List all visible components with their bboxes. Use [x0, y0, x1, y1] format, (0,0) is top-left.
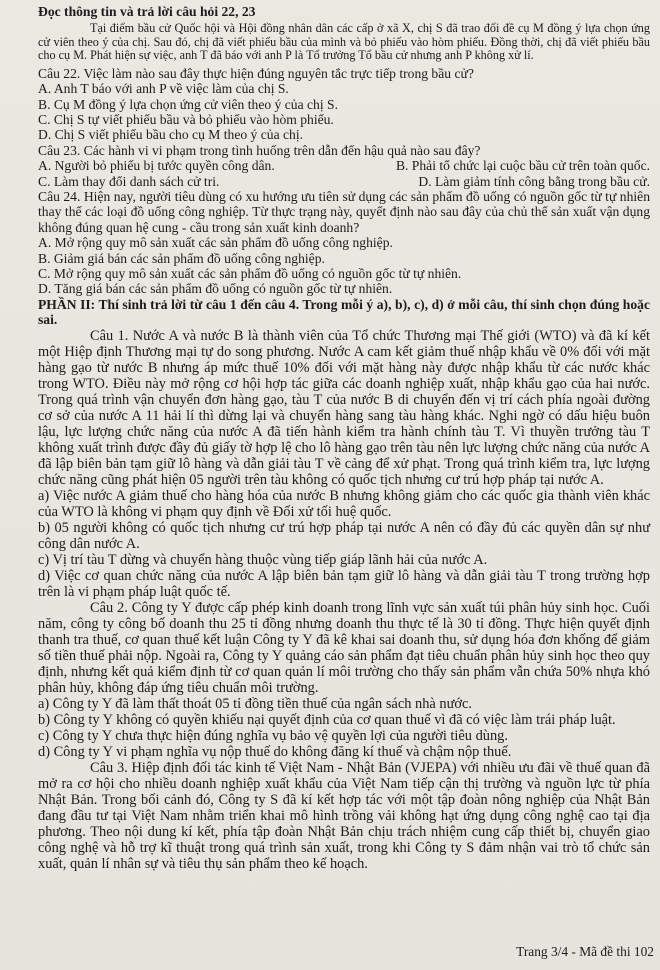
q23-option-b: B. Phải tổ chức lại cuộc bầu cử trên toàn quốc.: [395, 158, 650, 174]
q24-option-d: D. Tăng giá bán các sản phẩm đồ uống có nguồn gốc từ tự nhiên.: [38, 281, 393, 297]
q24-option-b: B. Giảm giá bán các sản phẩm đồ uống công nghiệp.: [38, 250, 325, 266]
q22-option-b: B. Cụ M đồng ý lựa chọn ứng cử viên theo ý của chị S.: [38, 96, 338, 112]
q24-stem: Câu 24. Hiện nay, người tiêu dùng có xu hướng ưu tiên sử dụng các sản phẩm đồ uống có nguồn gốc từ tự nhiên thay thế các loại đồ uống công nghiệp. Từ thực trạng này, quyết định nào sau đây của chủ thể sản xuất vận dụng không đúng quan hệ cung - cầu trong sản xuất kinh doanh?: [38, 189, 650, 235]
p2-q2-item-b: b) Công ty Y không có quyền khiếu nại quyết định của cơ quan thuế vì đã có việc làm trái pháp luật.: [38, 711, 616, 728]
q23-option-d: D. Làm giảm tính công bằng trong bầu cử.: [418, 173, 650, 189]
p2-q2-stem: Câu 2. Công ty Y được cấp phép kinh doanh trong lĩnh vực sản xuất túi phân hủy sinh học. Cuối năm, công ty công bố doanh thu 25 tỉ đồng nhưng doanh thu thực tế là 30 tỉ đồng. Thực hiện quyết định thanh tra thuế, cơ quan thuế kết luận Công ty Y đã kê khai sai doanh thu, sử dụng hóa đơn khống để giảm số tiền thuế phải nộp. Ngoài ra, Công ty Y quảng cáo sản phẩm đạt tiêu chuẩn phân hủy sinh học theo quy định, nhưng kết quả kiểm định từ cơ quan quản lí môi trường cho thấy sản phẩm vẫn chứa 50% nhựa khó phân hủy, không đáp ứng tiêu chuẩn môi trường.: [38, 599, 650, 696]
p2-q1-item-c: c) Vị trí tàu T dừng và chuyển hàng thuộc vùng tiếp giáp lãnh hải của nước A.: [38, 551, 488, 568]
page-footer: Trang 3/4 - Mã đề thi 102: [516, 944, 654, 959]
q24-option-a: A. Mở rộng quy mô sản xuất các sản phẩm đồ uống công nghiệp.: [38, 235, 393, 251]
p2-q3-stem: Câu 3. Hiệp định đối tác kinh tế Việt Nam - Nhật Bản (VJEPA) với nhiều ưu đãi về thuế quan đã mở ra cơ hội cho nhiều doanh nghiệp xuất khẩu của Việt Nam tiếp cận thị trường và nguồn lực từ phía Nhật Bản. Trong bối cảnh đó, Công ty S đã kí kết hợp tác với một tập đoàn nông nghiệp của Nhật Bản đang đầu tư tại Việt Nam nhằm triển khai mô hình trồng vải không hạt ứng dụng công nghệ cao tại địa phương. Theo nội dung kí kết, phía tập đoàn Nhật Bản chịu trách nhiệm cung cấp thiết bị, chuyển giao công nghệ và hỗ trợ kĩ thuật trong quá trình sản xuất, trong khi Công ty S đảm nhận vai trò tổ chức sản xuất, quản lí nhân sự và tiêu thụ sản phẩm theo kế hoạch.: [38, 759, 650, 872]
passage: Tại điểm bầu cử Quốc hội và Hội đồng nhân dân các cấp ở xã X, chị S đã trao đổi đề cụ M đồng ý lựa chọn ứng cử viên theo ý của chị. Sau đó, chị đã viết phiếu bầu của mình và bỏ phiếu vào hòm phiếu. Đồng thời, chị đã viết phiếu bầu cho cụ M. Phát hiện sự việc, anh T đã báo với anh P là Tổ trưởng Tổ bầu cử nhưng anh P không xử lí.: [38, 21, 650, 63]
q23-option-c: C. Làm thay đổi danh sách cử tri.: [38, 173, 220, 189]
p2-q2-item-a: a) Công ty Y đã làm thất thoát 05 tỉ đồng tiền thuế của ngân sách nhà nước.: [38, 695, 472, 712]
p2-q1-stem: Câu 1. Nước A và nước B là thành viên của Tổ chức Thương mại Thế giới (WTO) và đã kí kết một Hiệp định Thương mại tự do song phương. Nước A cam kết giảm thuế nhập khẩu về 0% đối với mặt hàng gạo từ nước B nhưng áp mức thuế 10% đối với mặt hàng này được nhập khẩu từ các nước khác trong WTO. Điều này mở rộng cơ hội hợp tác giữa các doanh nghiệp xuất, nhập khẩu gạo của hai nước. Trong quá trình vận chuyển đơn hàng gạo, tàu T của nước B di chuyển đến vị trí cách phía ngoài đường cơ sở của nước A 11 hải lí thì dừng lại và chuyển hàng sang tàu hàng khác. Nghi ngờ có dấu hiệu buôn lậu, lực lượng chức năng của nước A đã tiến hành kiểm tra hành chính tàu T. Vì thuyền trưởng tàu T không xuất trình được đầy đủ giấy tờ hợp lệ cho lô hàng gạo trên tàu nên lực lượng chức năng của nước A đã lập biên bản tạm giữ lô hàng và dẫn giải tàu T về cảng để xử phạt. Trong quá trình kiểm tra, lực lượng chức năng cũng phát hiện 05 người trên tàu không có quốc tịch nhưng cư trú hợp pháp tại nước A.: [38, 327, 650, 488]
q22-stem: Câu 22. Việc làm nào sau đây thực hiện đúng nguyên tắc trực tiếp trong bầu cử?: [38, 65, 474, 81]
p2-q2-item-d: d) Công ty Y vi phạm nghĩa vụ nộp thuế do không đăng kí thuế và chậm nộp thuế.: [38, 743, 512, 760]
q22-option-c: C. Chị S tự viết phiếu bầu và bỏ phiếu vào hòm phiếu.: [38, 112, 334, 127]
section-title: Đọc thông tin và trả lời câu hỏi 22, 23: [38, 4, 256, 19]
q22-option-d: D. Chị S viết phiếu bầu cho cụ M theo ý của chị.: [38, 127, 304, 143]
q23-row-1: [38, 158, 650, 173]
q23-stem: Câu 23. Các hành vi vi phạm trong tình huống trên dẫn đến hậu quả nào sau đây?: [38, 142, 481, 158]
q23-row-2: [38, 174, 650, 189]
part2-heading: PHẦN II: Thí sinh trả lời từ câu 1 đến câu 4. Trong mỗi ý a), b), c), d) ở mỗi câu, thí sinh chọn đúng hoặc sai.: [38, 296, 650, 328]
p2-q1-item-a: a) Việc nước A giảm thuế cho hàng hóa của nước B nhưng không giảm cho các quốc gia thành viên khác của WTO là không vi phạm quy định về Đối xử tối huệ quốc.: [38, 487, 650, 520]
p2-q1-item-b: b) 05 người không có quốc tịch nhưng cư trú hợp pháp tại nước A nên có đầy đủ các quyền dân sự như công dân nước A.: [38, 519, 650, 552]
q24-option-c: C. Mở rộng quy mô sản xuất các sản phẩm đồ uống có nguồn gốc từ tự nhiên.: [38, 266, 462, 282]
q23-option-a: A. Người bỏ phiếu bị tước quyền công dân.: [38, 158, 275, 174]
p2-q1-item-d: d) Việc cơ quan chức năng của nước A lập biên bản tạm giữ lô hàng và dẫn giải tàu T trong trường hợp trên là vi phạm pháp luật quốc tế.: [38, 567, 650, 600]
q22-option-a: A. Anh T báo với anh P về việc làm của chị S.: [38, 81, 289, 97]
p2-q2-item-c: c) Công ty Y chưa thực hiện đúng nghĩa vụ bảo vệ quyền lợi của người tiêu dùng.: [38, 727, 508, 744]
